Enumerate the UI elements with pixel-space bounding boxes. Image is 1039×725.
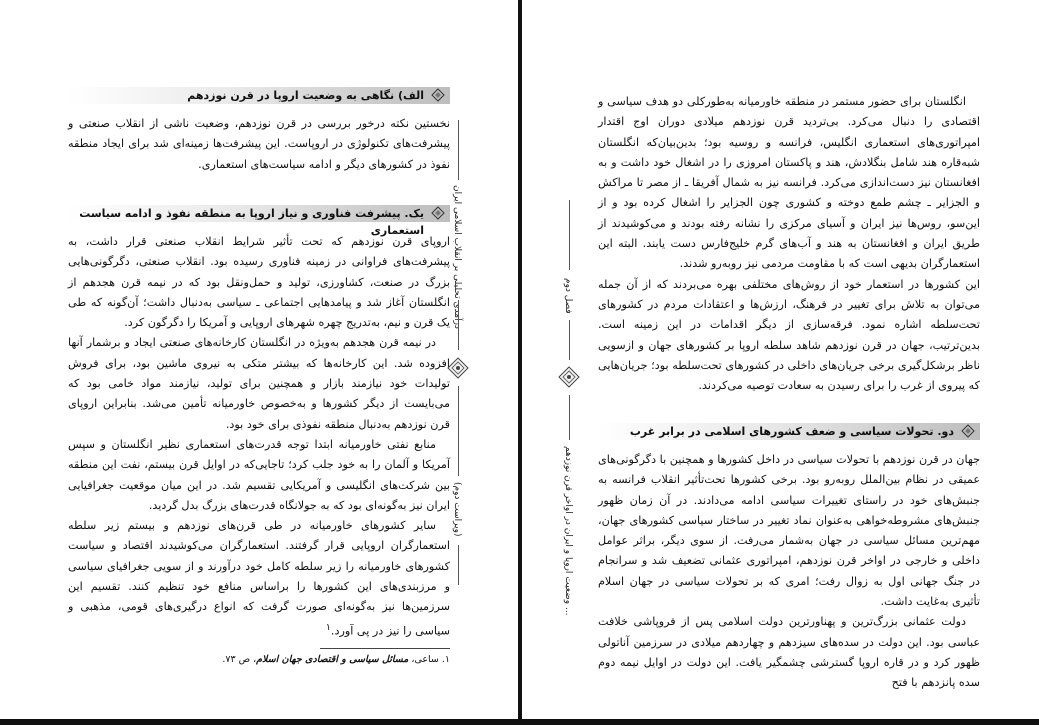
diamond-bullet-icon <box>960 424 976 438</box>
footnote-source-title: مسائل سیاسی و اقتصادی جهان اسلام <box>256 654 409 665</box>
paragraph: این کشورها در استعمار خود از روش‌های مختلفی بهره می‌بردند که از آن جمله می‌توان به تلاش برای تغییر در فرهنگ، ارزش‌ها و اعتقادات مردم در کشورهای تحت‌سلطه اشاره نمود. فرقه‌سازی از دیگر اقدامات در این زمینه است. بدین‌ترتیب، جهان در قرن نوزدهم شاهد سلطه اروپا بر کشورهای جهان و ازسویی ناظر برشکل‌گیری برخی جریان‌های داخلی در کشورهای تحت‌سلطه بود؛ جریان‌هایی که پیروی از غرب را برای رسیدن به سعادت توصیه می‌کردند. <box>598 277 980 393</box>
paragraph: انگلستان برای حضور مستمر در منطقه خاورمیانه به‌طورکلی دو هدف سیاسی و اقتصادی را دنبال می‌کرد. بی‌تردید قرن نوزدهم میلادی دوران اوج اقتدار امپراتوری‌های استعماری انگلیس، فرانسه و روسیه بود؛ بدین‌بیان‌که انگلستان شبه‌قاره هند شامل بنگلادش، هند و پاکستان امروزی را در اشغال خود داشت و به افغانستان نیز دست‌اندازی می‌کرد. فرانسه نیز به شمال آفریقا ـ از مصر تا مراکش و الجزایر ـ چشم طمع دوخته و کشوری چون الجزایر را اشغال کرده بود و از این‌سو، روس‌ها نیز ایران و آسیای مرکزی را نشانه رفته بودند و می‌کوشیدند از طریق ایران و افغانستان به هند و آب‌های گرم خلیج‌فارس دست یابند. البته این استعمارگران بدیهی است که با مقاومت مردمی نیز روبه‌رو شدند. <box>598 95 980 271</box>
footnote-page: ، ص ۷۳. <box>222 654 257 665</box>
section-title: یک. پیشرفت فناوری و نیاز اروپا به منطقه نفوذ و ادامه سیاست استعماری <box>79 207 424 237</box>
running-head-rule <box>458 545 459 585</box>
section-1-body <box>68 232 450 642</box>
paragraph: منابع نفتی خاورمیانه ابتدا توجه قدرت‌های استعماری نظیر انگلستان و سپس آمریکا و آلمان را به خود جلب کرد؛ تاجایی‌که در اوایل قرن بیستم، نفت این منطقه بین شرکت‌های انگلیسی و آمریکایی تقسیم شد. در این میان موقعیت جغرافیایی ایران نیز به‌گونه‌ای بود که به جولانگاه قدرت‌های بزرگ بدل گردید. <box>68 437 450 512</box>
edition-label: (ویراست دوم) <box>452 482 462 537</box>
left-page <box>0 0 518 725</box>
footnote-marker: ۱ <box>325 621 331 633</box>
paragraph: در نیمه قرن هجدهم به‌ویژه در انگلستان کارخانه‌های صنعتی ایجاد و برشمار آنها افزوده شد. این کارخانه‌ها که بیشتر متکی به نیروی ماشین بود، برای فروش تولیدات خود نیازمند بازار و همچنین برای تولید، نیازمند مواد خامی بود که می‌بایست از دیگر کشورها و به‌خصوص خاورمیانه تأمین می‌شد. بنابراین اروپای قرن نوزدهم به‌دنبال منطقه نفوذی برای خود بود. <box>68 336 450 431</box>
section-2-body <box>598 450 980 694</box>
running-head: درآمدی تحلیلی بر انقلاب اسلامی ایران <box>452 185 462 329</box>
running-head-rule <box>569 320 570 360</box>
section-heading-a <box>68 87 450 104</box>
running-head-rule <box>569 200 570 270</box>
chapter-label: فصل دوم <box>563 278 573 314</box>
scan-bottom-edge <box>0 719 1039 725</box>
diamond-bullet-icon <box>430 206 446 220</box>
ornament-icon <box>558 366 580 388</box>
paragraph: نخستین نکته درخور بررسی در قرن نوزدهم، وضعیت ناشی از انقلاب صنعتی و پیشرفت‌های تکنولوژی در اروپاست. این پیشرفت‌ها زمینه‌ای شد برای ایجاد منطقه نفوذ در کشورهای دیگر و ادامه سیاست‌های استعماری. <box>68 117 450 171</box>
section-title: دو. تحولات سیاسی و ضعف کشورهای اسلامی در برابر غرب <box>629 425 954 438</box>
running-head-rule <box>458 386 459 476</box>
paragraph: دولت عثمانی بزرگ‌ترین و پهناورترین دولت اسلامی پس از فروپاشی خلافت عباسی بود. این دولت در سده‌های سیزدهم و چهاردهم میلادی در سرزمین آناتولی ظهور کرد و در قاره اروپا گسترشی چشمگیر یافت. این دولت در اوایل نیمه دوم سده پانزدهم با فتح <box>598 615 980 690</box>
ornament-icon <box>447 357 469 379</box>
intro-body <box>598 92 980 396</box>
running-head-rule <box>458 300 459 350</box>
paragraph: اروپای قرن نوزدهم که تحت تأثیر شرایط انقلاب صنعتی قرار داشت، به پیشرفت‌های فراوانی در زمینه فناوری رسیده بود. انقلاب صنعتی، دگرگونی‌هایی بزرگ در صنعت، کشاورزی، تولید و حمل‌ونقل بود که در نیمه قرن هجدهم از انگلستان آغاز شد و پیامدهایی اجتماعی ـ سیاسی به‌دنبال داشت؛ آن‌گونه که طی یک قرن و نیم، به‌تدریج چهره شهرهای اروپایی و آمریکا را دگرگون کرد. <box>68 235 450 330</box>
section-a-body <box>68 114 450 175</box>
running-head-rule <box>458 120 459 180</box>
paragraph <box>68 516 450 642</box>
section-heading-1 <box>68 205 450 237</box>
section-heading-2 <box>598 423 980 440</box>
footnote-number: ۱. ساعی، <box>411 654 450 665</box>
paragraph-text: سایر کشورهای خاورمیانه در طی قرن‌های نوزدهم و بیستم زیر سلطه استعمارگران اروپایی قرار گرفتند. استعمارگران می‌کوشیدند اقتصاد و سیاست کشورهای خاورمیانه را زیر سلطه کامل خود درآورند و از سویی جغرافیای سیاسی و مرزبندی‌های این کشورها را براساس منافع خود تنظیم کنند. تقسیم این سرزمین‌ها نیز به‌گونه‌ای صورت گرفت که انواع درگیری‌های قومی، مذهبی و سیاسی را نیز در پی آورد. <box>68 519 450 638</box>
running-head-rule <box>569 395 570 440</box>
footnote-rule <box>320 648 450 649</box>
footnote <box>68 654 450 665</box>
right-page <box>522 0 1039 725</box>
section-title: الف) نگاهی به وضعیت اروپا در قرن نوزدهم <box>187 89 424 102</box>
running-head: وضعیت اروپا و ایران در اواخر قرن نوزدهم ... <box>563 446 573 616</box>
diamond-bullet-icon <box>430 88 446 102</box>
paragraph: جهان در قرن نوزدهم با تحولات سیاسی در داخل کشورها و همچنین با دگرگونی‌های عمیقی در نظام بین‌الملل روبه‌رو بود. برخی کشورها تحت‌تأثیر انقلاب فرانسه به جنبش‌های خود در راستای تغییرات سیاسی ادامه می‌دادند. در آن زمان ظهور جنبش‌های مشروطه‌خواهی به‌عنوان نماد تغییر در ساختار سیاسی کشورهای جهان، مهم‌ترین مسائل سیاسی در جهان به‌شمار می‌رفت. از سوی دیگر، براثر عوامل داخلی و خارجی در اواخر قرن نوزدهم، امپراتوری عثمانی تضعیف شد و سرانجام در جنگ جهانی اول به زوال رفت؛ امری که بر تحولات سیاسی در جهان اسلام تأثیری به‌غایت داشت. <box>598 453 980 609</box>
